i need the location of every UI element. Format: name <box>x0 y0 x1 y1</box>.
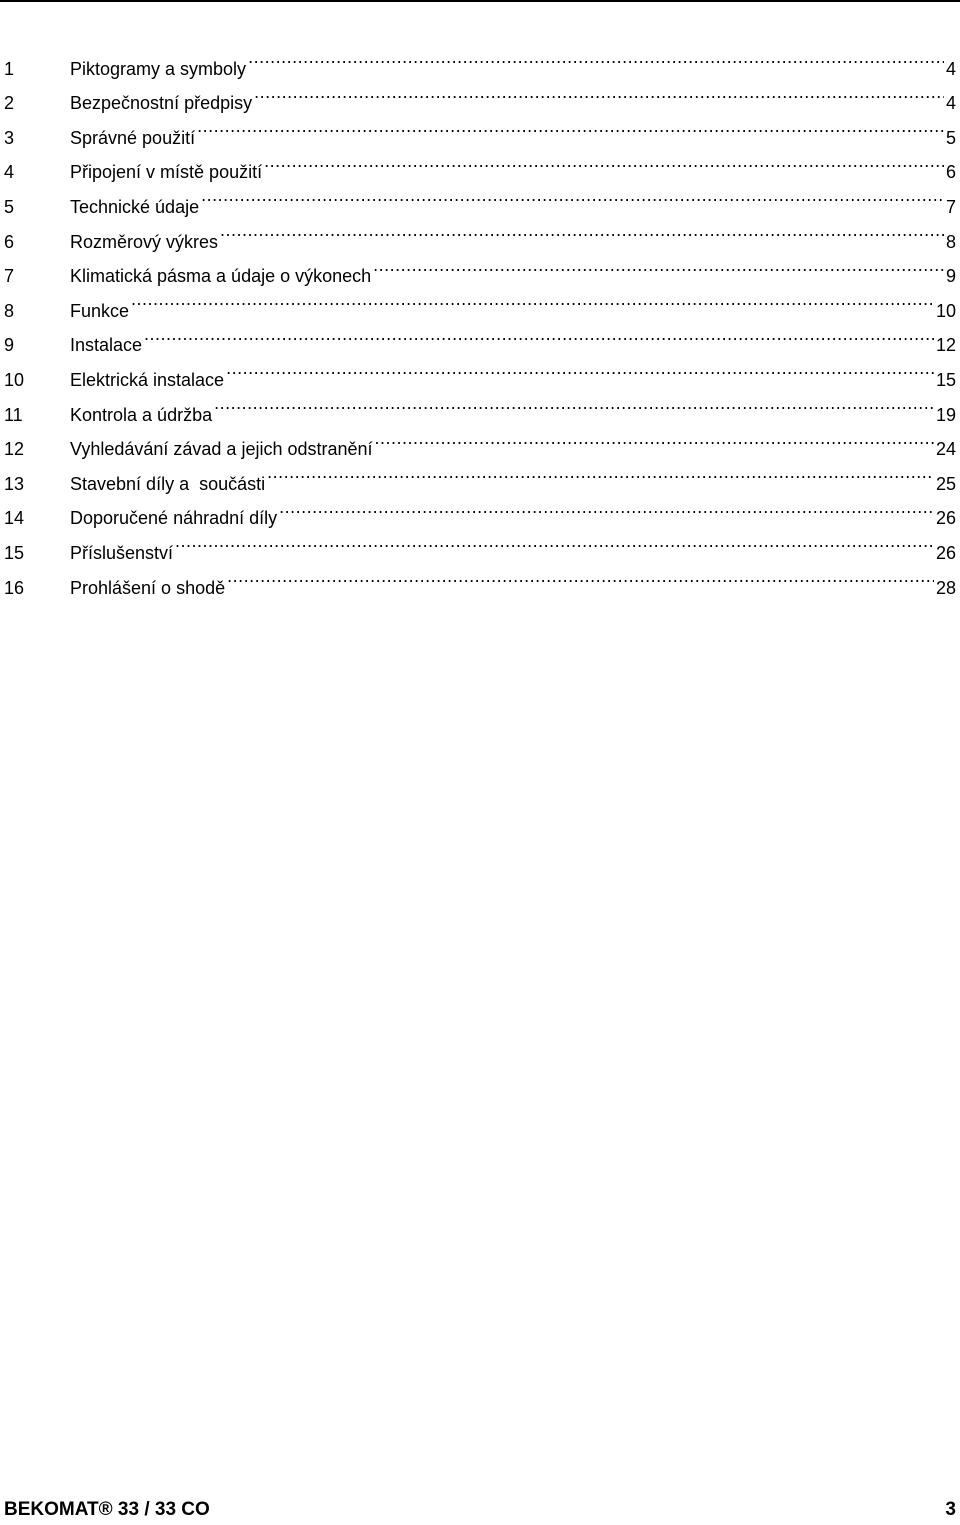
toc-entry-number: 12 <box>4 439 25 460</box>
toc-dot-leader <box>279 490 934 525</box>
toc-entry-page: 25 <box>935 473 956 494</box>
footer-page-number: 3 <box>945 1499 956 1520</box>
toc-dot-leader <box>144 317 934 352</box>
toc-entry-title: Elektrická instalace <box>70 369 225 390</box>
toc-dot-leader <box>264 144 944 179</box>
toc-entry-title: Piktogramy a symboly <box>70 58 247 79</box>
page-footer <box>4 1499 956 1521</box>
toc-entry-page: 15 <box>935 369 956 390</box>
toc-entry-title: Instalace <box>70 335 143 356</box>
toc-dot-leader <box>254 75 944 110</box>
toc-entry-page: 24 <box>935 439 956 460</box>
toc-entry-number: 11 <box>4 404 23 425</box>
toc-entry-title: Správné použití <box>70 127 196 148</box>
toc-entry-page: 8 <box>945 231 956 252</box>
toc-entry-page: 5 <box>945 127 956 148</box>
toc-entry-page: 9 <box>945 266 956 287</box>
toc-entry[interactable] <box>4 351 956 390</box>
toc-entry-number: 5 <box>4 196 15 217</box>
toc-dot-leader <box>214 386 934 421</box>
toc-entry-number: 6 <box>4 231 15 252</box>
toc-entry-number: 13 <box>4 473 25 494</box>
toc-dot-leader <box>227 559 934 594</box>
toc-entry[interactable] <box>4 40 956 79</box>
toc-entry-number: 10 <box>4 369 25 390</box>
toc-dot-leader <box>226 351 934 386</box>
toc-entry-number: 8 <box>4 300 15 321</box>
top-rule <box>0 0 960 2</box>
toc-entry-title: Rozměrový výkres <box>70 231 219 252</box>
toc-entry-title: Kontrola a údržba <box>70 404 213 425</box>
toc-entry-number: 15 <box>4 542 25 563</box>
toc-dot-leader <box>267 455 934 490</box>
toc-entry-page: 4 <box>945 58 956 79</box>
toc-entry-page: 4 <box>945 93 956 114</box>
toc-entry-title: Vyhledávání závad a jejich odstranění <box>70 439 373 460</box>
toc-entry-page: 26 <box>935 508 956 529</box>
toc-dot-leader <box>220 213 944 248</box>
toc-entry-page: 19 <box>935 404 956 425</box>
toc-dot-leader <box>131 282 934 317</box>
toc-entry-page: 6 <box>945 162 956 183</box>
table-of-contents <box>4 40 956 598</box>
toc-entry-number: 3 <box>4 127 15 148</box>
toc-entry-page: 7 <box>945 196 956 217</box>
toc-entry-title: Funkce <box>70 300 130 321</box>
toc-dot-leader <box>201 178 944 213</box>
toc-entry-title: Bezpečnostní předpisy <box>70 93 253 114</box>
toc-dot-leader <box>375 421 934 456</box>
toc-entry-title: Klimatická pásma a údaje o výkonech <box>70 266 372 287</box>
toc-entry-title: Připojení v místě použití <box>70 162 263 183</box>
toc-entry-title: Doporučené náhradní díly <box>70 508 278 529</box>
toc-entry-title: Technické údaje <box>70 196 200 217</box>
toc-entry-page: 10 <box>935 300 956 321</box>
toc-entry[interactable] <box>4 282 956 321</box>
toc-entry-page: 12 <box>935 335 956 356</box>
toc-entry-number: 14 <box>4 508 25 529</box>
toc-entry-number: 1 <box>4 58 15 79</box>
toc-entry[interactable] <box>4 317 956 356</box>
toc-dot-leader <box>175 524 934 559</box>
toc-dot-leader <box>373 248 944 283</box>
toc-entry-title: Stavební díly a součásti <box>70 473 266 494</box>
toc-entry-number: 7 <box>4 266 15 287</box>
toc-entry-number: 16 <box>4 577 25 598</box>
toc-entry-page: 26 <box>935 542 956 563</box>
toc-entry-title: Příslušenství <box>70 542 174 563</box>
footer-product-name: BEKOMAT® 33 / 33 CO <box>4 1499 210 1520</box>
toc-entry-page: 28 <box>935 577 956 598</box>
toc-dot-leader <box>248 40 944 75</box>
toc-entry-title: Prohlášení o shodě <box>70 577 226 598</box>
toc-entry-number: 2 <box>4 93 15 114</box>
toc-entry-number: 9 <box>4 335 15 356</box>
toc-dot-leader <box>197 109 944 144</box>
toc-entry-number: 4 <box>4 162 15 183</box>
